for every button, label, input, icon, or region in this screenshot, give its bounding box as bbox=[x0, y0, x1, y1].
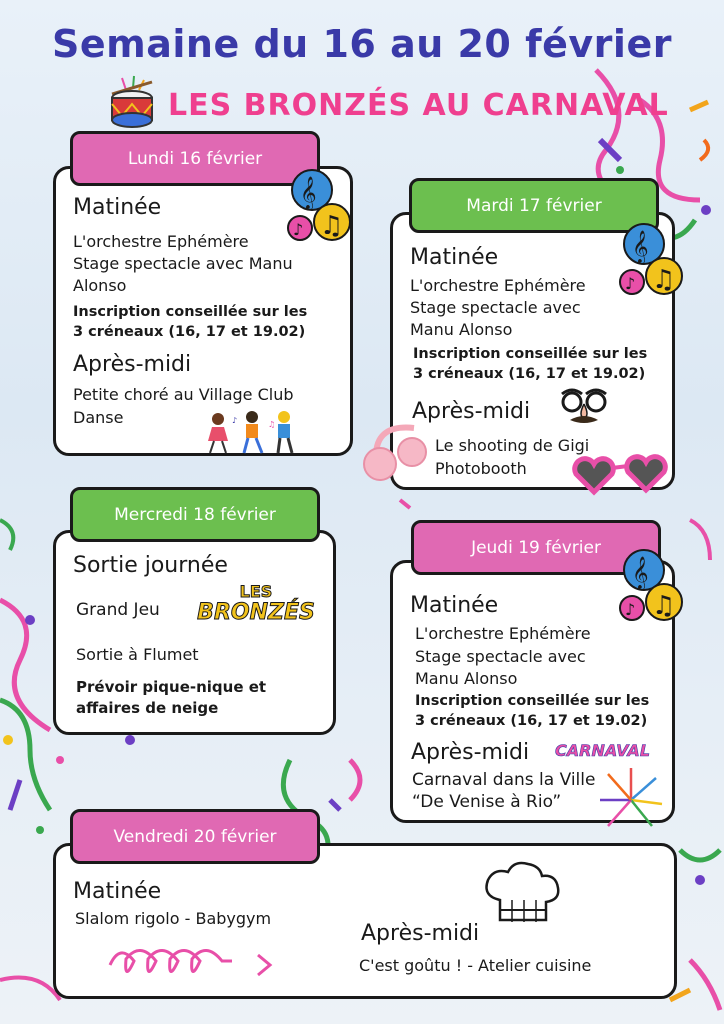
registration-note: 3 créneaux (16, 17 et 19.02) bbox=[413, 366, 646, 382]
svg-text:♫: ♫ bbox=[320, 211, 344, 241]
activity-text: Slalom rigolo - Babygym bbox=[75, 909, 272, 928]
page-title: Semaine du 16 au 20 février bbox=[52, 22, 672, 66]
tab-mercredi: Mercredi 18 février bbox=[70, 487, 320, 542]
activity-text: Petite choré au Village Club bbox=[73, 385, 294, 404]
loop-arrow-icon bbox=[106, 941, 276, 981]
afternoon-heading: Après-midi bbox=[73, 352, 192, 377]
activity-text: Danse bbox=[73, 408, 124, 427]
tab-vendredi: Vendredi 20 février bbox=[70, 809, 320, 864]
morning-heading: Matinée bbox=[410, 593, 499, 618]
activity-text: Grand Jeu bbox=[76, 600, 160, 620]
morning-heading: Matinée bbox=[410, 245, 499, 270]
fireworks-icon bbox=[594, 760, 668, 834]
activity-text: Stage spectacle avec Manu bbox=[73, 254, 293, 273]
activity-text: Le shooting de Gigi bbox=[435, 436, 590, 455]
activity-text: Alonso bbox=[73, 276, 127, 295]
registration-note: 3 créneaux (16, 17 et 19.02) bbox=[415, 713, 648, 729]
activity-text: Sortie à Flumet bbox=[76, 645, 199, 664]
svg-text:♫: ♫ bbox=[268, 420, 276, 429]
page-subtitle: LES BRONZÉS AU CARNAVAL bbox=[168, 88, 669, 123]
svg-text:𝄞: 𝄞 bbox=[632, 230, 649, 263]
activity-text: Stage spectacle avec bbox=[410, 298, 581, 317]
activity-text: L'orchestre Ephémère bbox=[415, 624, 591, 643]
activity-text: L'orchestre Ephémère bbox=[410, 276, 586, 295]
note-text: affaires de neige bbox=[76, 699, 219, 717]
svg-text:♪: ♪ bbox=[625, 600, 636, 619]
glasses-nose-icon bbox=[556, 384, 612, 428]
registration-note: Inscription conseillée sur les bbox=[413, 346, 648, 362]
dancing-kids-icon bbox=[204, 409, 304, 454]
day-card-mercredi bbox=[53, 530, 336, 735]
drum-icon bbox=[104, 74, 160, 130]
outing-heading: Sortie journée bbox=[73, 553, 228, 578]
afternoon-heading: Après-midi bbox=[412, 399, 531, 424]
activity-text: Manu Alonso bbox=[415, 669, 518, 688]
morning-heading: Matinée bbox=[73, 879, 162, 904]
activity-text: Photobooth bbox=[435, 459, 527, 478]
les-bronzes-logo bbox=[191, 583, 321, 633]
music-notes-icon bbox=[618, 222, 684, 302]
morning-heading: Matinée bbox=[73, 195, 162, 220]
day-card-vendredi bbox=[53, 843, 677, 999]
activity-text: L'orchestre Ephémère bbox=[73, 232, 249, 251]
svg-text:𝄞: 𝄞 bbox=[632, 556, 649, 589]
logo-text: BRONZÉS bbox=[197, 600, 315, 625]
afternoon-heading: Après-midi bbox=[411, 740, 530, 765]
tab-jeudi: Jeudi 19 février bbox=[411, 520, 661, 575]
svg-text:♫: ♫ bbox=[652, 265, 676, 295]
earmuffs-icon bbox=[360, 422, 430, 492]
registration-note: Inscription conseillée sur les bbox=[73, 304, 308, 320]
svg-text:♪: ♪ bbox=[293, 220, 304, 239]
afternoon-heading: Après-midi bbox=[361, 921, 480, 946]
music-notes-icon bbox=[286, 168, 352, 248]
svg-text:♪: ♪ bbox=[625, 274, 636, 293]
activity-text: C'est goûtu ! - Atelier cuisine bbox=[359, 956, 592, 975]
tab-mardi: Mardi 17 février bbox=[409, 178, 659, 233]
svg-text:𝄞: 𝄞 bbox=[300, 176, 317, 209]
svg-text:♫: ♫ bbox=[652, 591, 676, 621]
note-text: Prévoir pique-nique et bbox=[76, 678, 267, 696]
activity-text: “De Venise à Rio” bbox=[412, 792, 562, 812]
logo-text: LES bbox=[239, 582, 273, 601]
carnaval-logo: CARNAVAL bbox=[555, 741, 651, 760]
activity-text: Carnaval dans la Ville bbox=[412, 770, 596, 790]
activity-text: Manu Alonso bbox=[410, 320, 513, 339]
registration-note: Inscription conseillée sur les bbox=[415, 693, 650, 709]
heart-sunglasses-icon bbox=[572, 452, 668, 498]
activity-text: Stage spectacle avec bbox=[415, 647, 586, 666]
tab-lundi: Lundi 16 février bbox=[70, 131, 320, 186]
music-notes-icon bbox=[618, 548, 684, 628]
svg-text:♪: ♪ bbox=[232, 416, 238, 425]
chef-hat-icon bbox=[482, 860, 562, 926]
registration-note: 3 créneaux (16, 17 et 19.02) bbox=[73, 324, 306, 340]
